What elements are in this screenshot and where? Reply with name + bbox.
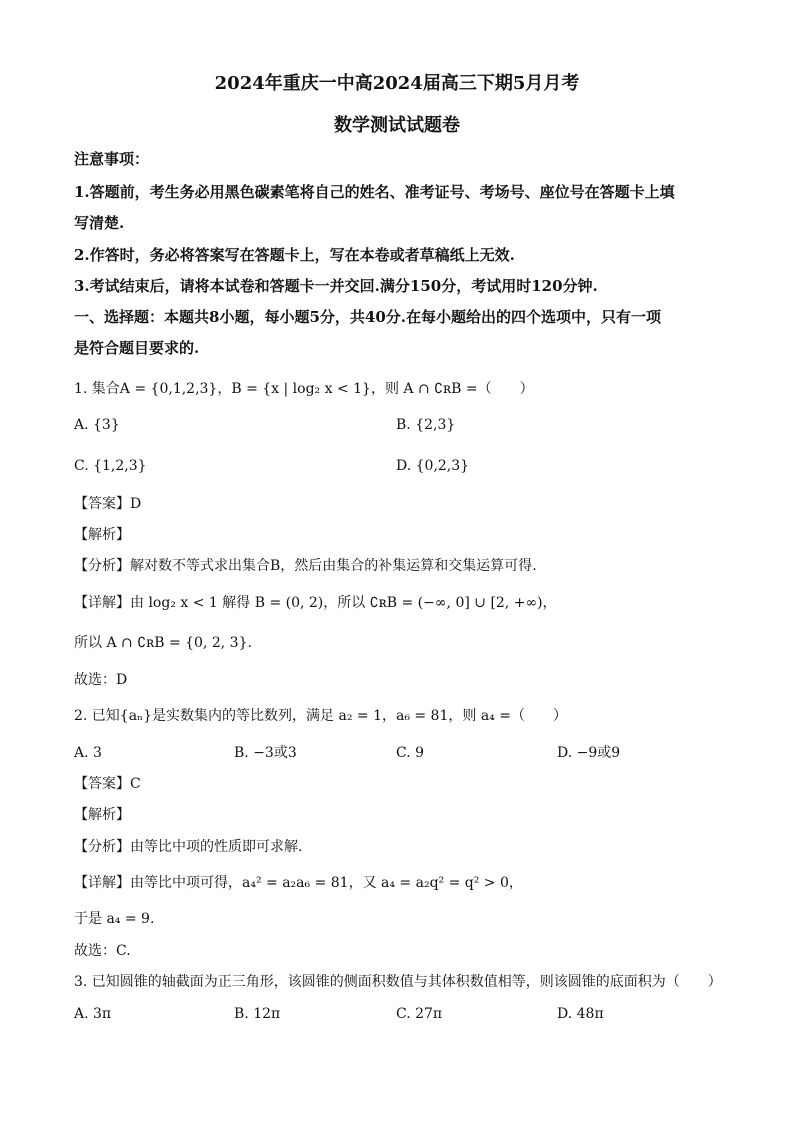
question-3-option-c: C. 27π [396,1006,443,1022]
question-2-conclusion: 于是 a₄ = 9. [74,911,155,927]
question-2-choice: 故选：C. [74,943,131,959]
question-1-conclusion: 所以 A ∩ ∁ʀB = {0, 2, 3}. [74,635,252,651]
question-1-stem: 1. 集合A = {0,1,2,3}，B = {x | log₂ x < 1}，则 A ∩ ∁ʀB =（ ） [74,381,534,397]
question-1-choice: 故选：D [74,672,128,688]
notice-item-3: 3.考试结束后，请将本试卷和答题卡一并交回.满分150分，考试用时120分钟. [74,277,598,295]
exam-title: 2024年重庆一中高2024届高三下期5月月考 [214,73,580,94]
question-2-analysis-label: 【解析】 [74,807,130,823]
question-3-option-b: B. 12π [234,1006,281,1022]
notice-item-2: 2.作答时，务必将答案写在答题卡上，写在本卷或者草稿纸上无效. [74,246,515,264]
question-3-option-d: D. 48π [557,1006,604,1022]
question-2-stem: 2. 已知{aₙ}是实数集内的等比数列，满足 a₂ = 1，a₆ = 81，则 a₄ =（ ） [74,708,567,724]
question-1-option-c: C. {1,2,3} [74,458,147,474]
question-1-option-b: B. {2,3} [396,417,456,433]
question-3-option-a: A. 3π [74,1006,112,1022]
question-1-fenxi: 【分析】解对数不等式求出集合B，然后由集合的补集运算和交集运算可得. [74,558,537,574]
section-1-heading-line-1: 一、选择题：本题共8小题，每小题5分，共40分.在每小题给出的四个选项中，只有一项 [74,308,661,326]
notice-heading: 注意事项： [74,150,150,168]
question-2-option-b: B. −3或3 [234,745,297,761]
notice-item-1-line-1: 1.答题前，考生务必用黑色碳素笔将自己的姓名、准考证号、考场号、座位号在答题卡上填 [74,183,675,201]
question-2-answer: 【答案】C [74,776,141,792]
exam-subtitle: 数学测试试题卷 [334,115,460,136]
question-2-option-c: C. 9 [396,745,425,761]
question-2-fenxi: 【分析】由等比中项的性质即可求解. [74,839,303,855]
section-1-heading-line-2: 是符合题目要求的. [74,339,200,357]
question-1-option-a: A. {3} [74,417,120,433]
question-1-answer: 【答案】D [74,496,142,512]
question-2-option-a: A. 3 [74,745,102,761]
question-2-xiangjie: 【详解】由等比中项可得，a₄² = a₂a₆ = 81，又 a₄ = a₂q² = q² > 0， [74,875,523,891]
question-2-option-d: D. −9或9 [557,745,621,761]
question-3-stem: 3. 已知圆锥的轴截面为正三角形，该圆锥的侧面积数值与其体积数值相等，则该圆锥的底面积为（ ） [74,974,722,990]
question-1-option-d: D. {0,2,3} [396,458,470,474]
notice-item-1-line-2: 写清楚. [74,214,125,232]
question-1-xiangjie: 【详解】由 log₂ x < 1 解得 B = (0, 2)，所以 ∁ʀB = (−∞, 0] ∪ [2, +∞)， [74,595,557,611]
question-1-analysis-label: 【解析】 [74,527,130,543]
